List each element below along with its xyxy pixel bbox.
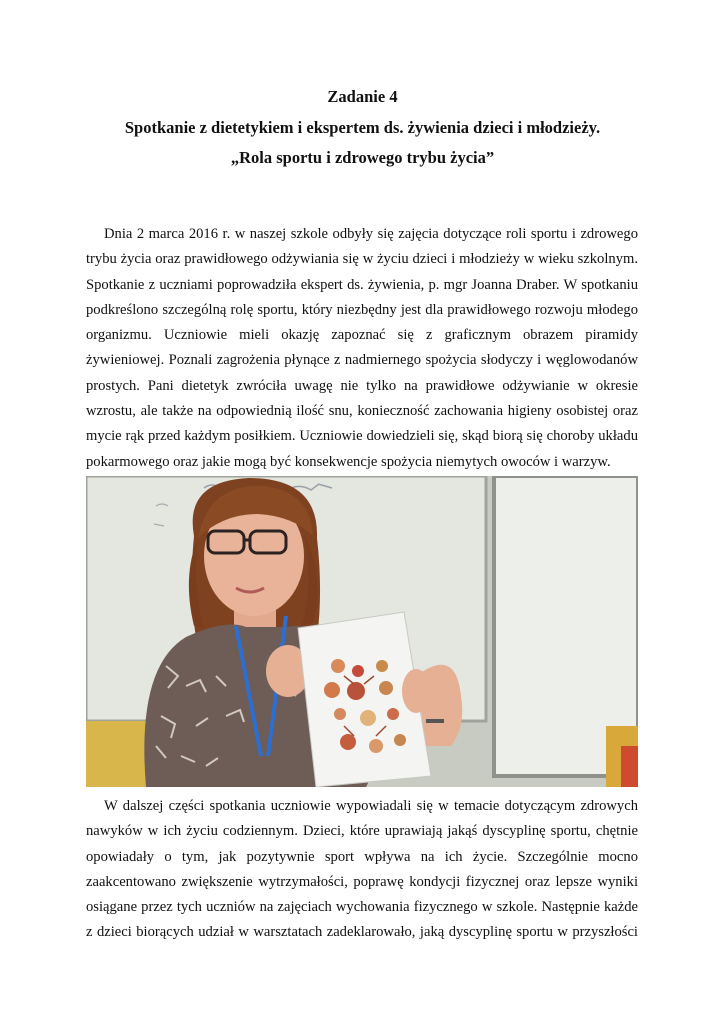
paragraph-line: pokarmowego oraz jakie mogą być konsekwencje spożycia niemytych owoców i warzyw. xyxy=(86,453,611,470)
paragraph-line: organizmu. Uczniowie mieli okazję zapoznać się z graficznym obrazem piramidy xyxy=(86,327,638,344)
task-title: Zadanie 4 xyxy=(327,87,398,106)
paragraph-line: podkreślono szczególną rolę sportu, który niezbędny jest dla prawidłowego rozwoju młodego xyxy=(86,301,638,318)
photo-dietitian xyxy=(86,476,638,787)
meeting-subtitle: Spotkanie z dietetykiem i ekspertem ds. żywienia dzieci i młodzieży. xyxy=(124,118,601,137)
paragraph-line: osiągane przez tych uczniów na zajęciach wychowania fizycznego w szkole. Następnie każde xyxy=(86,899,638,916)
paragraph-line: Dnia 2 marca 2016 r. w naszej szkole odbyły się zajęcia dotyczące roli sportu i zdrowego xyxy=(104,226,638,242)
paragraph-line: opowiadały o tym, jak pozytywnie sport wpływa na ich życie. Szczególnie mocno xyxy=(86,848,638,865)
meeting-quote-title: „Rola sportu i zdrowego trybu życia” xyxy=(230,148,495,167)
paragraph-line: trybu życia oraz prawidłowego odżywiania się w życiu dzieci i młodzieży w wieku szkolnym. xyxy=(86,251,638,268)
paragraph-line: wzrostu, ale także na odpowiednią ilość snu, konieczność zachowania higieny osobistej oraz xyxy=(86,403,638,420)
paragraph-line: żywieniowej. Poznali zagrożenia płynące z nadmiernego spożycia słodyczy i węglowodanów xyxy=(86,352,638,369)
paragraph-line: z dzieci biorących udział w warsztatach zadeklarowało, jaką dyscyplinę sportu w przyszłości xyxy=(86,924,638,941)
paragraph-line: W dalszej części spotkania uczniowie wypowiadali się w temacie dotyczącym zdrowych xyxy=(104,798,638,814)
paragraph-intro xyxy=(86,222,638,475)
paragraph-line: zaakcentowano zwiększenie wytrzymałości, poprawę kondycji fizycznej oraz lepsze wyniki xyxy=(86,873,638,890)
paragraph-discussion xyxy=(86,794,638,946)
paragraph-line: Spotkanie z uczniami poprowadziła ekspert ds. żywienia, p. mgr Joanna Draber. W spotkaniu xyxy=(86,276,638,293)
paragraph-line: prostych. Pani dietetyk zwróciła uwagę nie tylko na prawidłowe odżywianie w okresie xyxy=(86,377,638,394)
paragraph-line: mycie rąk przed każdym posiłkiem. Uczniowie dowiedzieli się, skąd biorą się choroby układu xyxy=(86,428,638,445)
paragraph-line: nawyków w ich życiu codziennym. Dzieci, które uprawiają jakąś dyscyplinę sportu, chętnie xyxy=(86,823,638,840)
